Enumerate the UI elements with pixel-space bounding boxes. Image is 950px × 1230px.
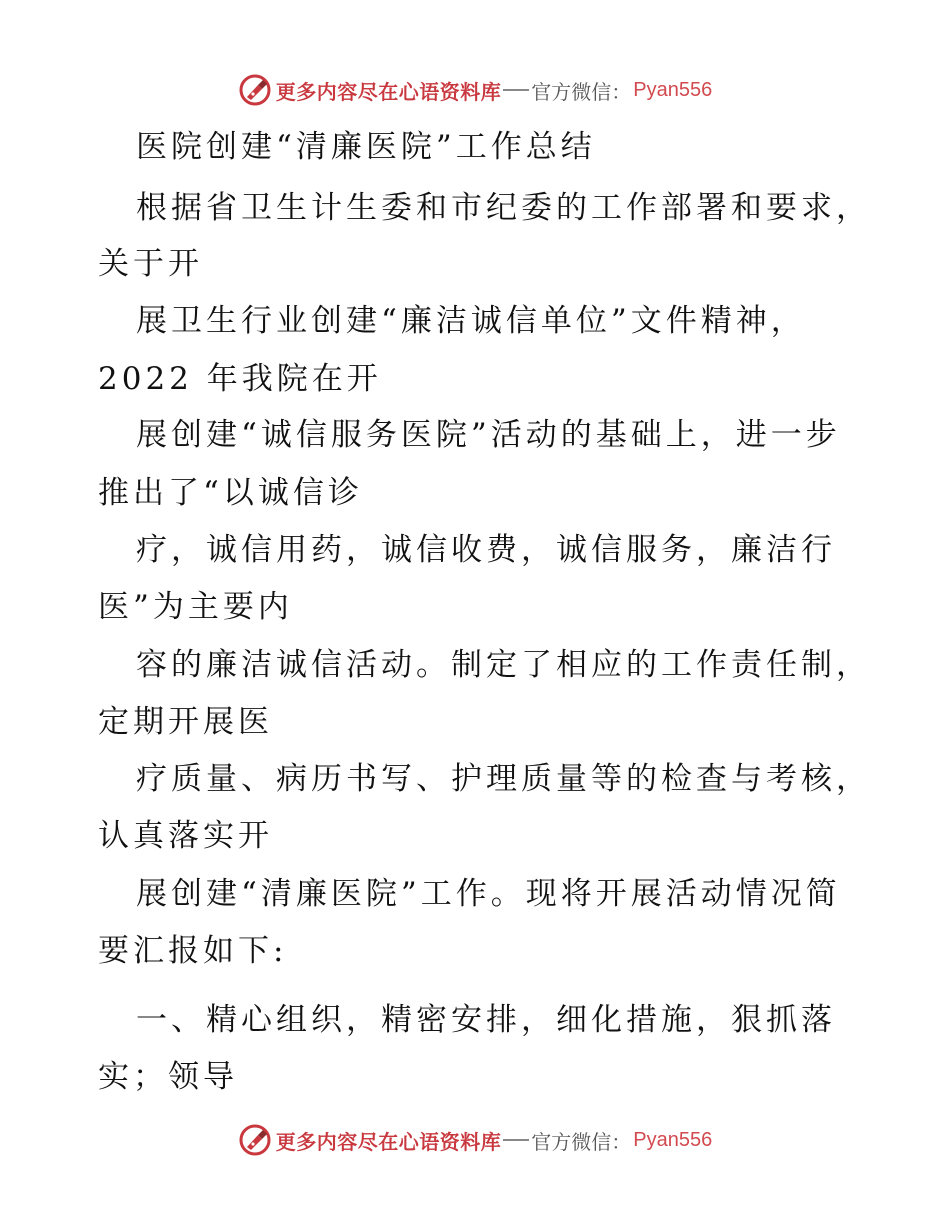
text-line: 疗质量、病历书写、护理质量等的检查与考核， (136, 761, 871, 797)
banner-wechat-label: 官方微信： (531, 1129, 632, 1154)
pen-nib-logo-icon (238, 73, 272, 107)
pen-nib-logo-icon (238, 1123, 272, 1157)
text-line: 展卫生行业创建“廉洁诚信单位”文件精神， (136, 303, 806, 339)
text-line: 容的廉洁诚信活动。制定了相应的工作责任制， (136, 647, 871, 683)
text-line: 关于开 (98, 246, 203, 282)
banner-wechat-id: Pyan556 (633, 1128, 713, 1151)
text-line: 定期开展医 (98, 704, 273, 740)
banner-title: 更多内容尽在心语资料库 (275, 1129, 502, 1154)
text-line: 一、精心组织，精密安排，细化措施，狠抓落 (136, 1002, 836, 1038)
header-banner (0, 70, 950, 110)
banner-divider (503, 89, 529, 91)
text-line: 实；领导 (98, 1059, 238, 1095)
text-line: 医”为主要内 (98, 589, 293, 625)
banner-title: 更多内容尽在心语资料库 (275, 79, 502, 104)
text-line: 展创建“诚信服务医院”活动的基础上，进一步 (136, 417, 841, 453)
banner-wechat-label: 官方微信： (531, 79, 632, 104)
text-line: 疗，诚信用药，诚信收费，诚信服务，廉洁行 (136, 532, 836, 568)
text-line: 展创建“清廉医院”工作。现将开展活动情况简 (136, 876, 841, 912)
text-line: 根据省卫生计生委和市纪委的工作部署和要求， (136, 190, 871, 226)
text-line: 推出了“以诚信诊 (98, 475, 363, 511)
banner-wechat-id: Pyan556 (633, 78, 713, 101)
text-line: 要汇报如下: (98, 933, 288, 969)
footer-banner (0, 1120, 950, 1160)
banner-divider (503, 1139, 529, 1141)
text-line: 认真落实开 (98, 818, 273, 854)
document-title: 医院创建“清廉医院”工作总结 (136, 129, 596, 165)
text-line: 2022 年我院在开 (98, 361, 382, 397)
